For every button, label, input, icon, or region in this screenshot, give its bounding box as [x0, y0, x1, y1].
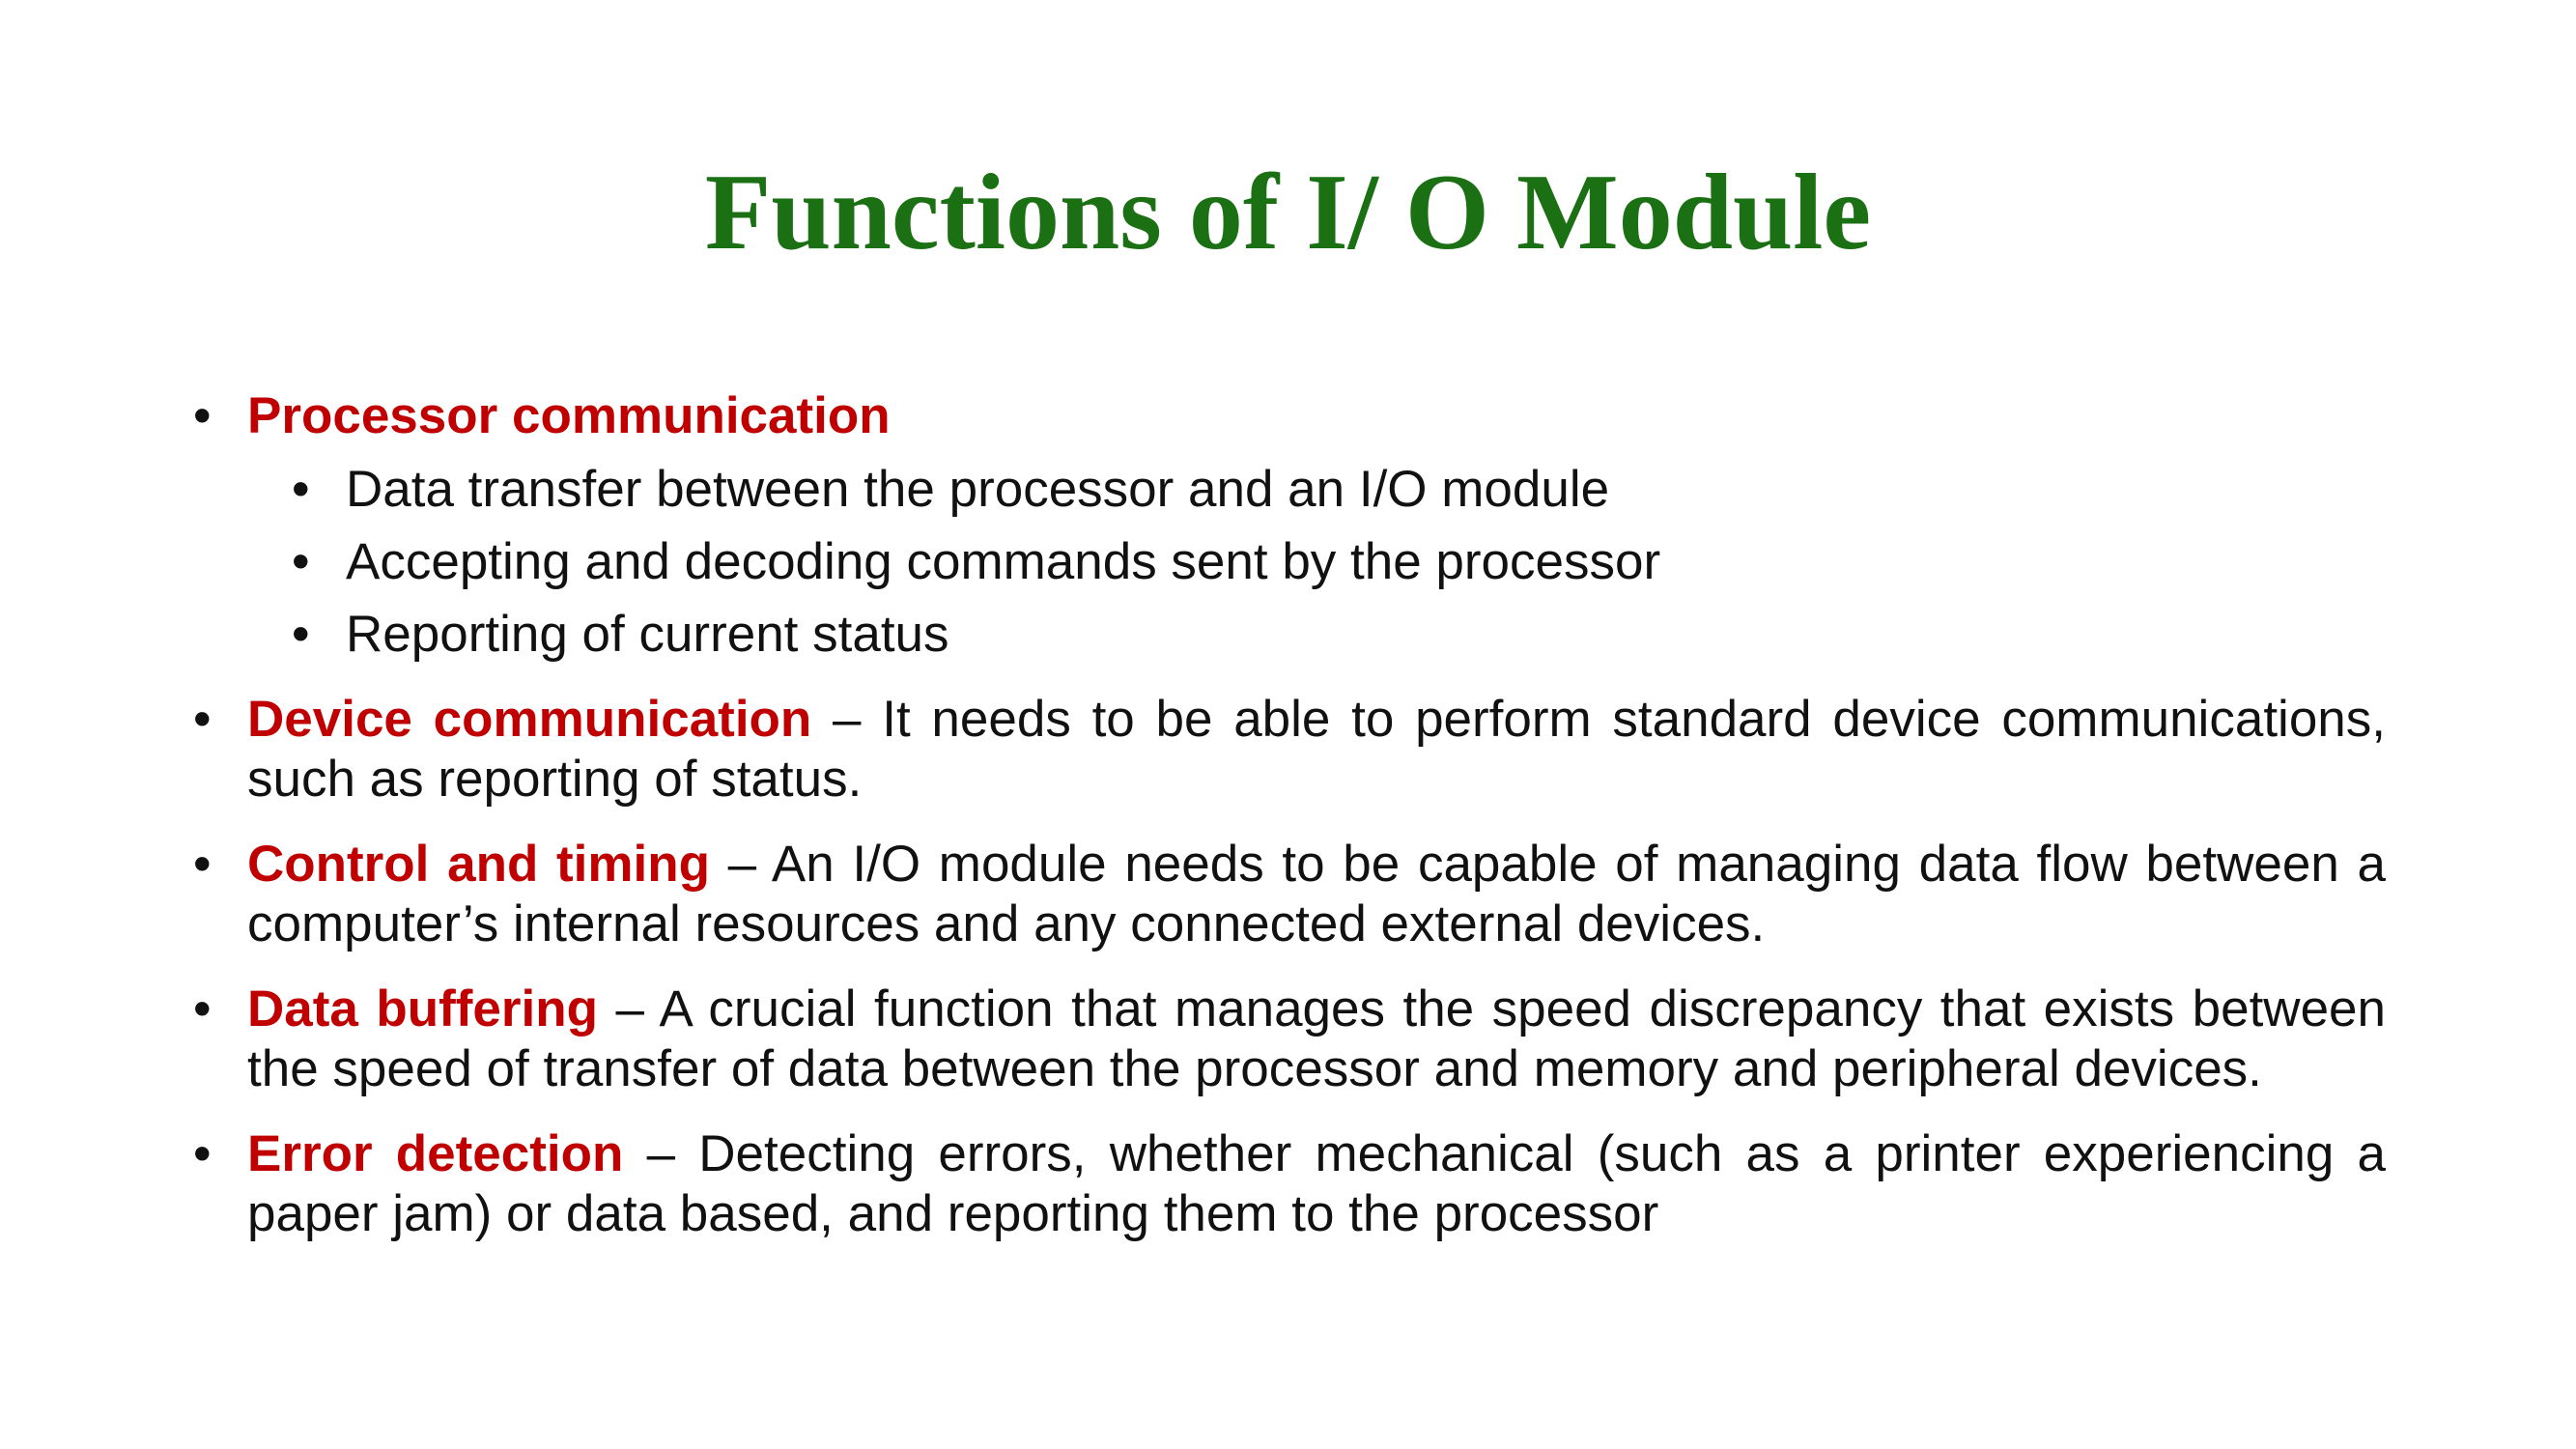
- sub-bullet-list: [292, 460, 2386, 665]
- item-term: Error detection: [247, 1125, 624, 1182]
- sub-item-text: Data transfer between the processor and an I/O module: [346, 461, 1610, 518]
- list-item-data-buffering: [193, 980, 2386, 1099]
- bullet-icon: •: [292, 606, 310, 663]
- bullet-icon: •: [193, 1125, 212, 1182]
- sub-list-item: [292, 532, 2386, 592]
- bullet-icon: •: [292, 533, 310, 590]
- item-term: Control and timing: [247, 836, 710, 893]
- item-description: – Detecting errors, whether mechanical (such as a printer experiencing a paper jam) or data based, and reporting them to the processor: [247, 1125, 2387, 1242]
- item-term: Data buffering: [247, 980, 598, 1037]
- item-term: Device communication: [247, 691, 812, 748]
- bullet-icon: •: [193, 836, 212, 893]
- list-item-processor-communication: [193, 386, 2386, 665]
- bullet-list: [193, 386, 2386, 1244]
- bullet-icon: •: [193, 387, 212, 444]
- list-item-error-detection: [193, 1124, 2386, 1244]
- list-item-control-and-timing: [193, 835, 2386, 954]
- item-description: – An I/O module needs to be capable of managing data flow between a computer’s internal resources and any connected external devices.: [247, 836, 2386, 952]
- list-item-device-communication: [193, 690, 2386, 810]
- slide-body: [193, 386, 2386, 1244]
- sub-list-item: [292, 605, 2386, 665]
- item-term: Processor communication: [247, 387, 891, 444]
- sub-list-item: [292, 460, 2386, 520]
- bullet-icon: •: [193, 980, 212, 1037]
- bullet-icon: •: [193, 691, 212, 748]
- sub-item-text: Accepting and decoding commands sent by the processor: [346, 533, 1661, 590]
- slide-title: Functions of I/ O Module: [704, 153, 1872, 272]
- item-description: – It needs to be able to perform standard device communications, such as reporting of status.: [247, 691, 2386, 808]
- item-description: – A crucial function that manages the speed discrepancy that exists between the speed of transfer of data between the processor and memory and peripheral devices.: [247, 980, 2386, 1097]
- bullet-icon: •: [292, 461, 310, 518]
- sub-item-text: Reporting of current status: [346, 606, 949, 663]
